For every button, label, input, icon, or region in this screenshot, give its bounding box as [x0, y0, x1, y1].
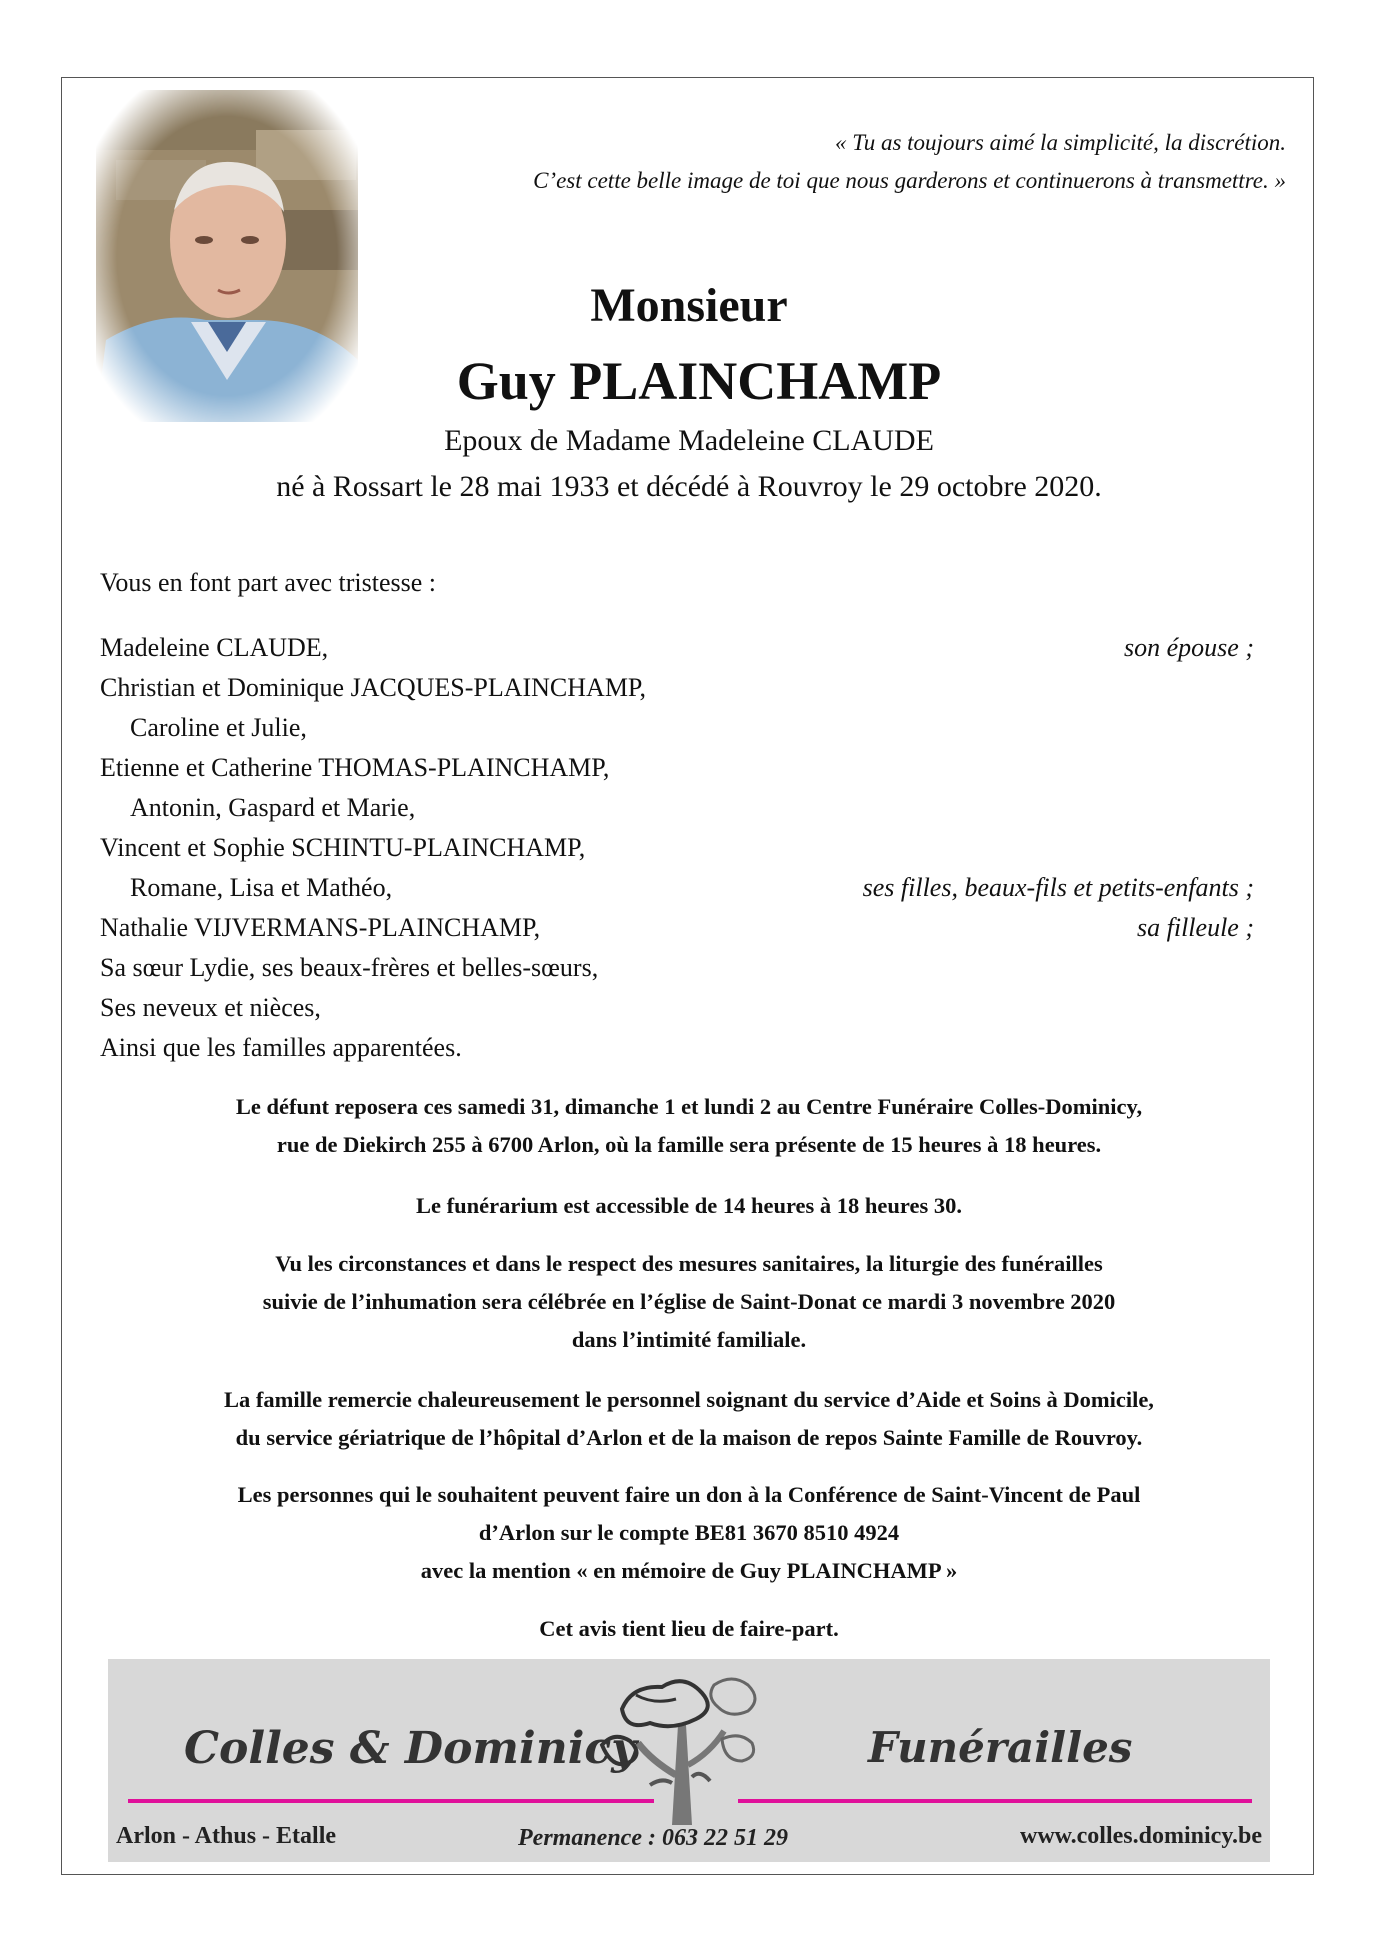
family-row	[100, 628, 1254, 668]
spouse-line: Epoux de Madame Madeleine CLAUDE	[444, 424, 934, 457]
family-name: Vincent et Sophie SCHINTU-PLAINCHAMP,	[100, 833, 586, 862]
family-name: Romane, Lisa et Mathéo,	[130, 873, 393, 902]
family-name: Antonin, Gaspard et Marie,	[130, 793, 416, 822]
liturgy-line-3: dans l’intimité familiale.	[571, 1327, 807, 1352]
family-row	[100, 948, 1254, 988]
family-row	[100, 868, 1254, 908]
family-list	[100, 628, 1254, 1068]
visitation-notice	[90, 1088, 1288, 1164]
family-relation: sa filleule ;	[1137, 913, 1254, 942]
family-row	[100, 828, 1254, 868]
deceased-name: Guy PLAINCHAMP	[456, 351, 942, 411]
tree-icon	[592, 1665, 772, 1833]
family-row	[100, 748, 1254, 788]
funerarium-notice: Le funérarium est accessible de 14 heures à 18 heures 30.	[416, 1193, 962, 1218]
donation-notice	[90, 1476, 1288, 1590]
thanks-line-2: du service gériatrique de l’hôpital d’Arlon et de la maison de repos Sainte Famille de Rouvroy.	[235, 1425, 1143, 1450]
family-name: Madeleine CLAUDE,	[100, 633, 329, 662]
family-name: Christian et Dominique JACQUES-PLAINCHAMP,	[100, 673, 647, 702]
family-name: Caroline et Julie,	[130, 713, 307, 742]
thanks-line-1: La famille remercie chaleureusement le personnel soignant du service d’Aide et Soins à Domicile,	[224, 1387, 1154, 1412]
family-relation: son épouse ;	[1124, 633, 1254, 662]
closing-notice: Cet avis tient lieu de faire-part.	[539, 1616, 839, 1641]
visitation-line-1: Le défunt reposera ces samedi 31, dimanche 1 et lundi 2 au Centre Funéraire Colles-Dominicy,	[235, 1094, 1143, 1119]
family-name: Nathalie VIJVERMANS-PLAINCHAMP,	[100, 913, 541, 942]
epitaph-quote	[533, 124, 1286, 200]
visitation-line-2: rue de Diekirch 255 à 6700 Arlon, où la famille sera présente de 15 heures à 18 heures.	[276, 1132, 1102, 1157]
brand-name: Colles & Dominicy	[184, 1723, 637, 1774]
donation-line-2: d’Arlon sur le compte BE81 3670 8510 4924	[478, 1520, 900, 1545]
brand-tagline: Funérailles	[868, 1723, 1133, 1772]
family-name: Ses neveux et nièces,	[100, 993, 321, 1022]
donation-line-1: Les personnes qui le souhaitent peuvent faire un don à la Conférence de Saint-Vincent de Paul	[237, 1482, 1141, 1507]
family-row	[100, 668, 1254, 708]
family-row	[100, 988, 1254, 1028]
website-text: www.colles.dominicy.be	[1019, 1823, 1262, 1849]
thanks-notice	[90, 1381, 1288, 1457]
liturgy-line-2: suivie de l’inhumation sera célébrée en l’église de Saint-Donat ce mardi 3 novembre 2020	[262, 1289, 1116, 1314]
honorific-title: Monsieur	[590, 279, 788, 332]
quote-line-2: C’est cette belle image de toi que nous garderons et continuerons à transmettre. »	[533, 168, 1286, 193]
donation-line-3: avec la mention « en mémoire de Guy PLAINCHAMP »	[420, 1558, 958, 1583]
family-relation: ses filles, beaux-fils et petits-enfants ;	[862, 873, 1254, 902]
locations-text: Arlon - Athus - Etalle	[116, 1823, 337, 1849]
family-name: Sa sœur Lydie, ses beaux-frères et belles-sœurs,	[100, 953, 599, 982]
dates-line: né à Rossart le 28 mai 1933 et décédé à Rouvroy le 29 octobre 2020.	[276, 470, 1102, 503]
family-row	[100, 1028, 1254, 1068]
family-row	[100, 708, 1254, 748]
phone-text: Permanence : 063 22 51 29	[518, 1825, 788, 1851]
liturgy-line-1: Vu les circonstances et dans le respect des mesures sanitaires, la liturgie des funérailles	[275, 1251, 1103, 1276]
family-name: Etienne et Catherine THOMAS-PLAINCHAMP,	[100, 753, 610, 782]
accent-rule-right	[738, 1799, 1252, 1803]
accent-rule-left	[128, 1799, 654, 1803]
intro-text: Vous en font part avec tristesse :	[100, 568, 436, 597]
family-row	[100, 788, 1254, 828]
funeral-home-banner	[108, 1659, 1270, 1862]
family-row	[100, 908, 1254, 948]
quote-line-1: « Tu as toujours aimé la simplicité, la discrétion.	[834, 130, 1286, 155]
liturgy-notice	[90, 1245, 1288, 1359]
family-name: Ainsi que les familles apparentées.	[100, 1033, 462, 1062]
